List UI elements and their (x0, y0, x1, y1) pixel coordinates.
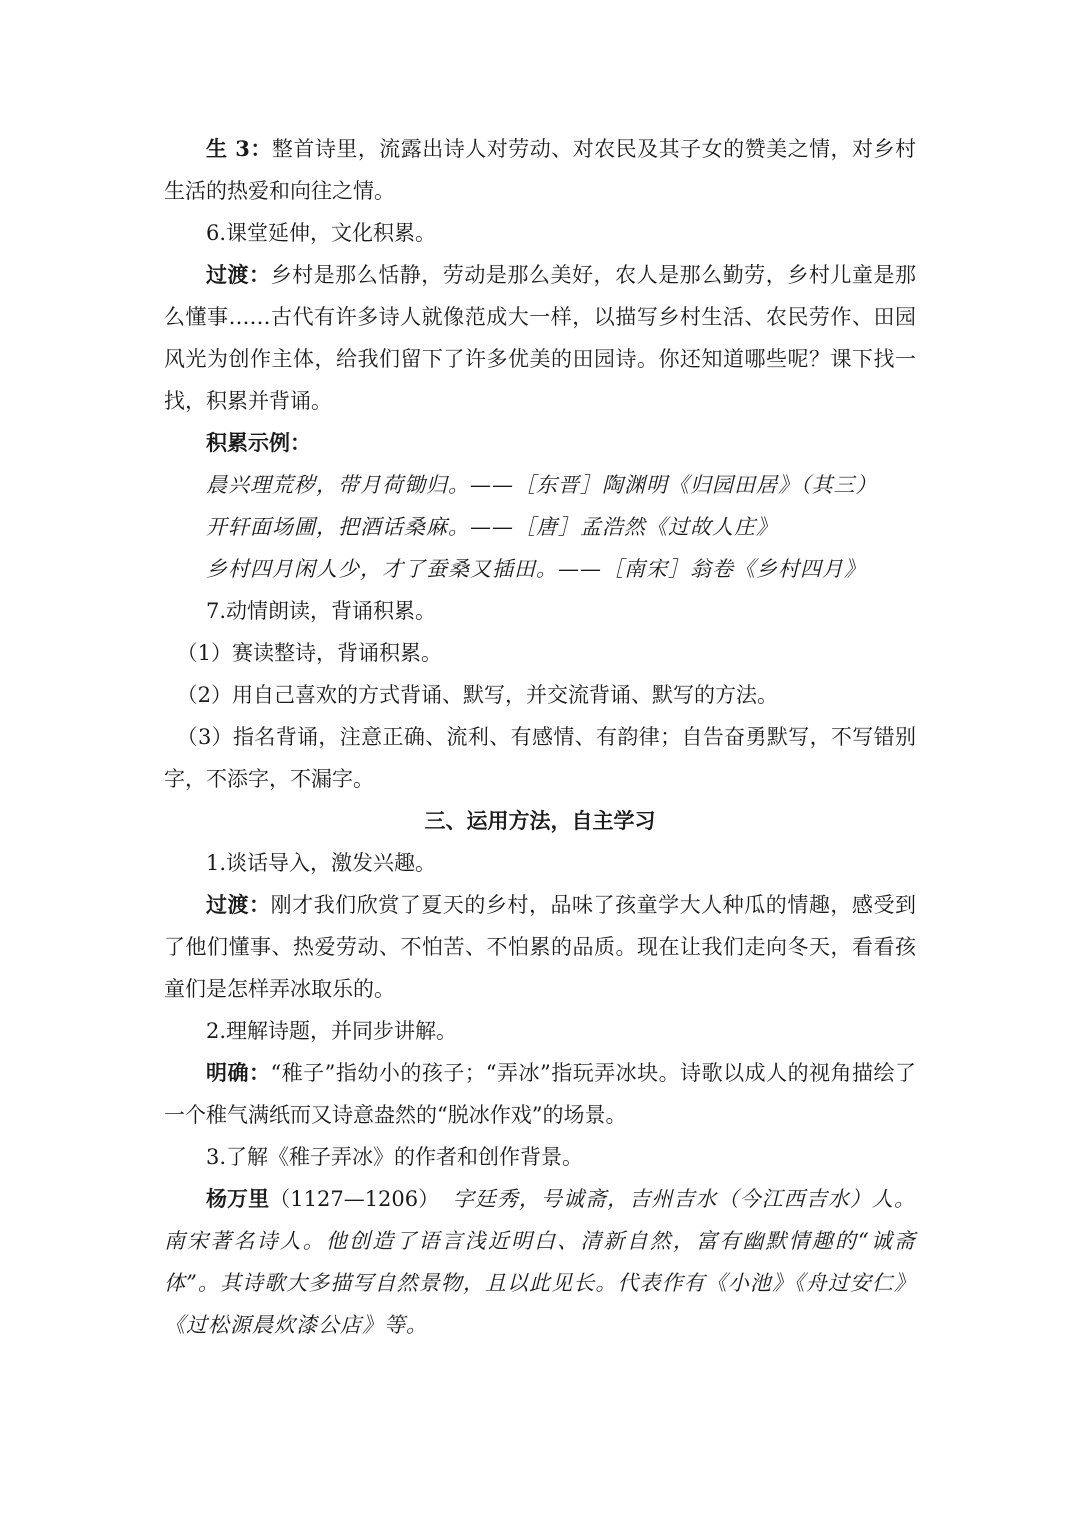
paragraph-sec-2 (164, 1010, 916, 1052)
paragraph-text: “稚子”指幼小的孩子；“弄冰”指玩弄冰块。诗歌以成人的视角描绘了一个稚气满纸而又诗意盎然的“脱冰作戏”的场景。 (164, 1061, 916, 1127)
example-quote-2: 开轩面场圃，把酒话桑麻。——［唐］孟浩然《过故人庄》 (206, 515, 778, 539)
paragraph-lead: 积累示例： (206, 430, 311, 455)
paragraph-sec-clarify (164, 1052, 916, 1136)
paragraph-step6 (164, 212, 916, 254)
paragraph-lead: 生 3： (206, 136, 272, 161)
paragraph-text: 乡村是那么恬静，劳动是那么美好，农人是那么勤劳，乡村儿童是那么懂事……古代有许多诗人就像范成大一样，以描写乡村生活、农民劳作、田园风光为创作主体，给我们留下了许多优美的田园诗。你还知道哪些呢？课下找一找，积累并背诵。 (164, 263, 916, 413)
document-page (164, 128, 916, 1346)
sub-item-2: （2）用自己喜欢的方式背诵、默写，并交流背诵、默写的方法。 (176, 683, 778, 707)
author-dates: （1127—1206） (269, 1187, 440, 1211)
paragraph-transition (164, 254, 916, 422)
example-quote-1: 晨兴理荒秽，带月荷锄归。——［东晋］陶渊明《归园田居》（其三） (206, 473, 878, 497)
paragraph-text: 整首诗里，流露出诗人对劳动、对农民及其子女的赞美之情，对乡村生活的热爱和向往之情。 (164, 137, 916, 203)
paragraph-text: 3.了解《稚子弄冰》的作者和创作背景。 (206, 1145, 584, 1169)
paragraph-text: 刚才我们欣赏了夏天的乡村，品味了孩童学大人种瓜的情趣，感受到了他们懂事、热爱劳动、不怕苦、不怕累的品质。现在让我们走向冬天，看看孩童们是怎样弄冰取乐的。 (164, 893, 916, 1001)
paragraph-sec-3 (164, 1136, 916, 1178)
section-heading: 三、运用方法，自主学习 (424, 808, 656, 833)
sub-item-3: （3）指名背诵，注意正确、流利、有感情、有韵律；自告奋勇默写，不写错别字，不添字，不漏字。 (164, 725, 916, 791)
paragraph-examples-title (164, 422, 916, 464)
author-bio: 字廷秀，号诚斋，吉州吉水（今江西吉水）人。南宋著名诗人。他创造了语言浅近明白、清新自然，富有幽默情趣的“诚斋体”。其诗歌大多描写自然景物，且以此见长。代表作有《小池》《舟过安仁》《过松源晨炊漆公店》等。 (164, 1187, 916, 1337)
paragraph-text: 1.谈话导入，激发兴趣。 (206, 851, 437, 875)
paragraph-lead: 明确： (206, 1060, 271, 1085)
paragraph-sec-1 (164, 842, 916, 884)
paragraph-student3 (164, 128, 916, 212)
paragraph-text: 6.课堂延伸，文化积累。 (206, 221, 437, 245)
example-quote-3: 乡村四月闲人少，才了蚕桑又插田。——［南宋］翁卷《乡村四月》 (206, 557, 866, 581)
author-name: 杨万里 (206, 1186, 270, 1211)
paragraph-text: 2.理解诗题，并同步讲解。 (206, 1019, 458, 1043)
paragraph-author (164, 1178, 916, 1346)
paragraph-step7: 7.动情朗读，背诵积累。 (206, 599, 437, 623)
paragraph-lead: 过渡： (206, 892, 271, 917)
paragraph-sec-transition (164, 884, 916, 1010)
paragraph-lead: 过渡： (206, 262, 271, 287)
sub-item-1: （1）赛读整诗，背诵积累。 (176, 641, 442, 665)
